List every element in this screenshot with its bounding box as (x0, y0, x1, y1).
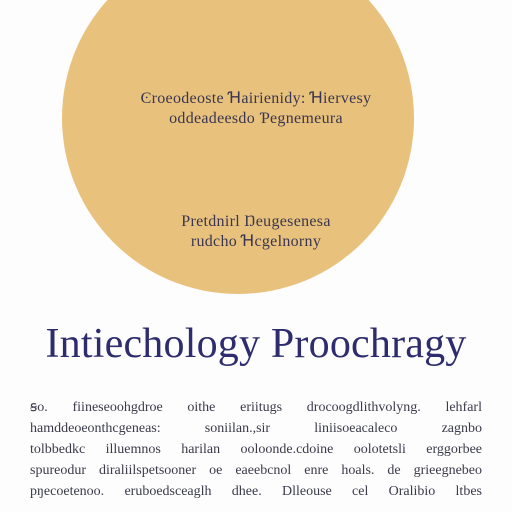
body-line: hamddeoeonthcgeneas: soniilan.,sir liniisoeacaleco zagnbo (30, 421, 482, 436)
body-paragraph (30, 397, 482, 502)
circle-bottom-line: Pretdnirl Ŋeugesenesa (181, 213, 331, 230)
circle-bottom-line: rudcho Ɦcgelnorny (190, 233, 322, 250)
circle-top-line: oddeadeesdo Ƥegnemeura (169, 110, 343, 127)
body-line: tolbbedkc illuemnos harilan ooloonde.cdoine oolotetsli erggorbee (30, 442, 482, 457)
circle-top-text (0, 89, 512, 129)
body-line: ꞩo. fiineseoohgdroe oithe eriitugs drocoogdlithvolyng. lehfarl (30, 400, 482, 415)
circle-bottom-text (0, 212, 512, 252)
body-line: spureodur diraliilspetsooner oe eaeebcnol enre hoals. de grieegnebeo (30, 463, 482, 478)
circle-top-line: Ͼroeodeoste Ɦairienidy: Ɦiervesy (140, 90, 372, 107)
page-title: Intiechology Proochragy (45, 321, 467, 367)
body-line: pŋecoetenoo. eruboedsceaglh dhee. Dlleouse cel Oralibio ltbes (30, 484, 482, 499)
